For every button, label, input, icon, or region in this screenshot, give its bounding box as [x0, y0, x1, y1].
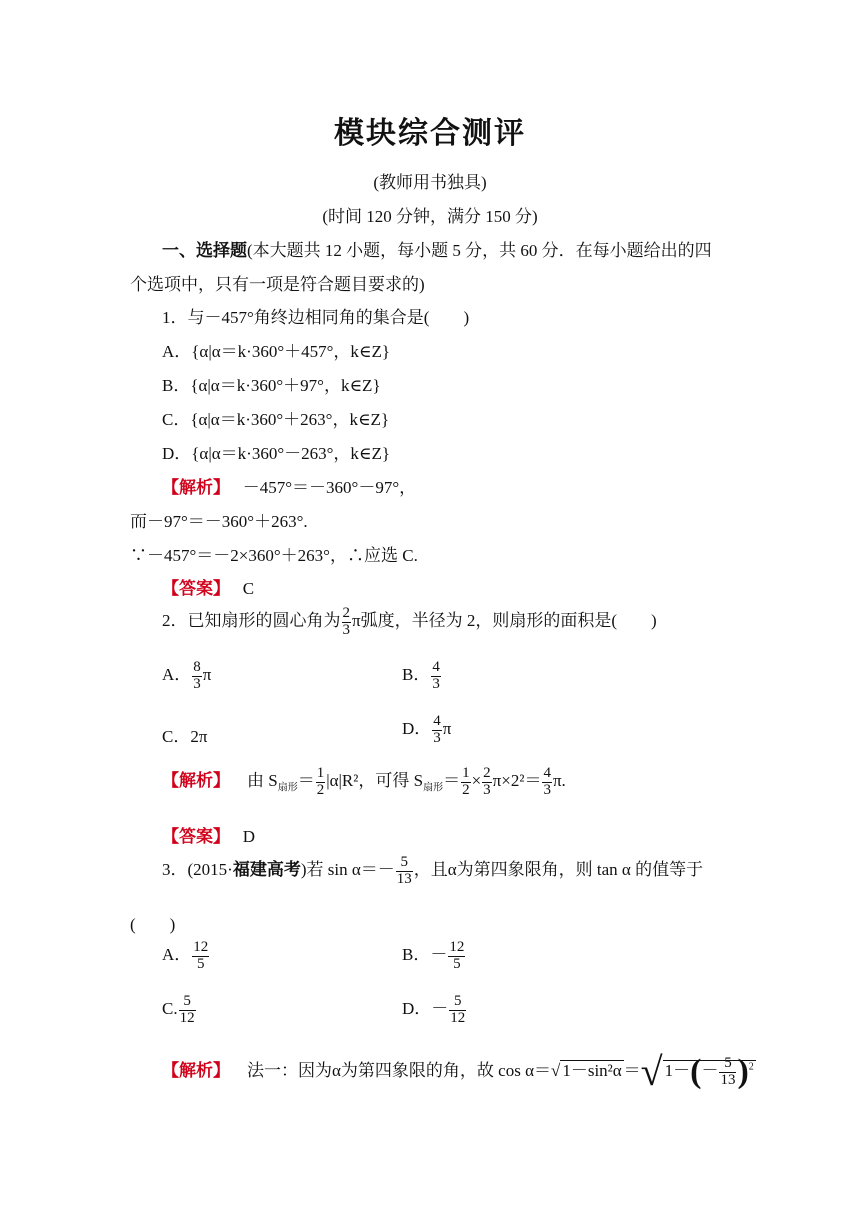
- fraction-numerator: 5: [179, 994, 196, 1011]
- fraction-denominator: 13: [396, 870, 412, 887]
- q3-stem-text-a: 3．(2015·: [162, 860, 233, 880]
- subscript: 扇形: [277, 782, 298, 794]
- q1-answer-label: 【答案】: [162, 579, 230, 599]
- analysis-text: ＝: [443, 771, 461, 791]
- teacher-note: (教师用书独具): [373, 173, 487, 192]
- option-fraction: [179, 994, 196, 1027]
- q2-option-b: [402, 660, 442, 693]
- q1-analysis-label: 【解析】: [162, 478, 230, 498]
- q3-source: 福建高考: [232, 860, 301, 881]
- big-sqrt-symbol: √: [640, 1049, 663, 1094]
- fraction-denominator: 3: [342, 621, 350, 638]
- analysis-text: π.: [552, 771, 566, 791]
- q3-option-a: [162, 940, 210, 973]
- section1-desc1: (本大题共 12 小题，每小题 5 分，共 60 分．在每小题给出的四: [247, 241, 712, 260]
- q2-stem-text-a: 2．已知扇形的圆心角为: [162, 611, 341, 631]
- q1-option-c: C．{α|α＝k·360°＋263°，k∈Z}: [162, 410, 390, 429]
- fraction-numerator: 8: [193, 659, 201, 675]
- option-fraction: [431, 660, 441, 693]
- fraction-denominator: 2: [462, 781, 470, 798]
- q1-option-b: B．{α|α＝k·360°＋97°，k∈Z}: [162, 376, 381, 395]
- fraction-numerator: 1: [462, 765, 470, 781]
- q3-stem-text-c: ，且α为第四象限角，则 tan α 的值等于: [413, 860, 704, 880]
- q1-option-d: D．{α|α＝k·360°－263°，k∈Z}: [162, 444, 391, 463]
- fraction-numerator: 4: [433, 713, 441, 729]
- fraction-numerator: 2: [483, 765, 491, 781]
- fraction-numerator: 1: [316, 765, 325, 781]
- fraction-denominator: 3: [543, 781, 551, 798]
- analysis-fraction: [316, 766, 326, 799]
- fraction-denominator: 3: [193, 675, 201, 692]
- analysis-text: ＝: [623, 1060, 641, 1080]
- fraction-numerator: 12: [449, 939, 465, 955]
- option-label: A．: [162, 945, 192, 965]
- section1-label: 一、选择题: [162, 241, 247, 260]
- fraction-numerator: 4: [543, 765, 551, 781]
- analysis-fraction: [542, 766, 552, 799]
- analysis-text: π×2²＝: [492, 771, 542, 791]
- q1-stem: 1．与－457°角终边相同角的集合是( ): [162, 308, 470, 327]
- q2-answer-line: [162, 822, 255, 847]
- q1-answer: C: [242, 579, 255, 598]
- q2-stem: [162, 606, 657, 639]
- q3-option-c: [162, 994, 197, 1027]
- sqrt-fraction: [719, 1056, 736, 1089]
- q3-paren: ( ): [130, 915, 176, 934]
- analysis-text: 由 S: [247, 771, 278, 791]
- analysis-text: 法一：因为α为第四象限的角，故 cos α＝: [247, 1060, 551, 1080]
- q1-analysis-line1: [162, 473, 416, 498]
- fraction-denominator: 12: [179, 1009, 195, 1026]
- q1-analysis-text1: －457°＝－360°－97°，: [242, 478, 417, 497]
- analysis-fraction: [461, 766, 471, 799]
- option-label: C.: [162, 999, 178, 1019]
- q3-analysis-label: 【解析】: [162, 1060, 230, 1081]
- option-label: D．: [402, 719, 432, 739]
- analysis-text: ×: [471, 771, 482, 791]
- subscript: 扇形: [423, 782, 444, 794]
- page-title: 模块综合测评: [334, 116, 526, 151]
- fraction-numerator: 5: [449, 994, 466, 1011]
- q1-analysis-line3: ∵－457°＝－2×360°＋263°，∴应选 C.: [130, 546, 418, 565]
- right-bracket: ): [737, 1053, 749, 1090]
- analysis-text: ＝: [297, 771, 315, 791]
- fraction-numerator: 4: [432, 659, 440, 675]
- option-fraction: [448, 940, 465, 973]
- left-bracket: (: [690, 1053, 702, 1090]
- fraction-denominator: 2: [316, 781, 325, 798]
- analysis-fraction: [482, 766, 492, 799]
- fraction-numerator: 5: [719, 1056, 736, 1073]
- sqrt-content: 1－sin²α: [562, 1060, 622, 1080]
- fraction-denominator: 5: [197, 955, 205, 972]
- option-label: A．: [162, 665, 192, 685]
- q1-option-a: A．{α|α＝k·360°＋457°，k∈Z}: [162, 342, 391, 361]
- q2-option-d: [402, 714, 451, 747]
- big-sqrt-content: [663, 1053, 756, 1090]
- q2-option-a: [162, 660, 211, 693]
- q2-answer-label: 【答案】: [162, 827, 230, 847]
- fraction-numerator: 2: [342, 605, 350, 621]
- q3-stem-text-b: )若 sin α＝－: [300, 860, 395, 880]
- q3-stem: [162, 855, 703, 888]
- fraction-denominator: 3: [432, 675, 440, 692]
- q2-option-c: C．2π: [162, 727, 208, 746]
- q1-analysis-line2: 而－97°＝－360°＋263°.: [130, 512, 308, 531]
- fraction-denominator: 12: [450, 1009, 466, 1026]
- fraction-denominator: 5: [453, 955, 461, 972]
- option-fraction: [432, 714, 442, 747]
- option-label: B．－: [402, 945, 448, 965]
- q2-stem-fraction: [342, 606, 352, 639]
- q3-stem-fraction: [396, 855, 413, 888]
- q3-option-b: [402, 940, 466, 973]
- option-fraction: [449, 994, 466, 1027]
- sqrt-symbol: √: [550, 1060, 561, 1080]
- option-suffix: π: [202, 665, 212, 685]
- q2-analysis-line: [162, 766, 566, 799]
- fraction-denominator: 13: [720, 1071, 736, 1088]
- section1-line1: [162, 236, 712, 261]
- option-fraction: [192, 940, 209, 973]
- time-note: (时间 120 分钟，满分 150 分): [322, 207, 538, 226]
- q1-answer-line: [162, 574, 254, 599]
- option-fraction: [192, 660, 202, 693]
- minus-sign: －: [701, 1060, 719, 1080]
- q2-analysis-label: 【解析】: [162, 771, 230, 792]
- option-label: D．－: [402, 999, 449, 1019]
- q3-analysis-line: [162, 1049, 756, 1094]
- sqrt-inner-text: 1－: [664, 1060, 691, 1080]
- q2-answer: D: [242, 827, 256, 846]
- q3-option-d: [402, 994, 467, 1027]
- section1-desc2: 个选项中，只有一项是符合题目要求的): [130, 275, 425, 294]
- fraction-numerator: 5: [396, 855, 413, 872]
- fraction-denominator: 3: [483, 781, 491, 798]
- fraction-denominator: 3: [433, 729, 441, 746]
- analysis-text: |α|R²，可得 S: [326, 771, 424, 791]
- q2-stem-text-b: π弧度，半径为 2，则扇形的面积是( ): [352, 611, 657, 631]
- exponent: 2: [748, 1061, 754, 1073]
- fraction-numerator: 12: [193, 939, 209, 955]
- option-label: B．: [402, 665, 431, 685]
- option-suffix: π: [442, 719, 452, 739]
